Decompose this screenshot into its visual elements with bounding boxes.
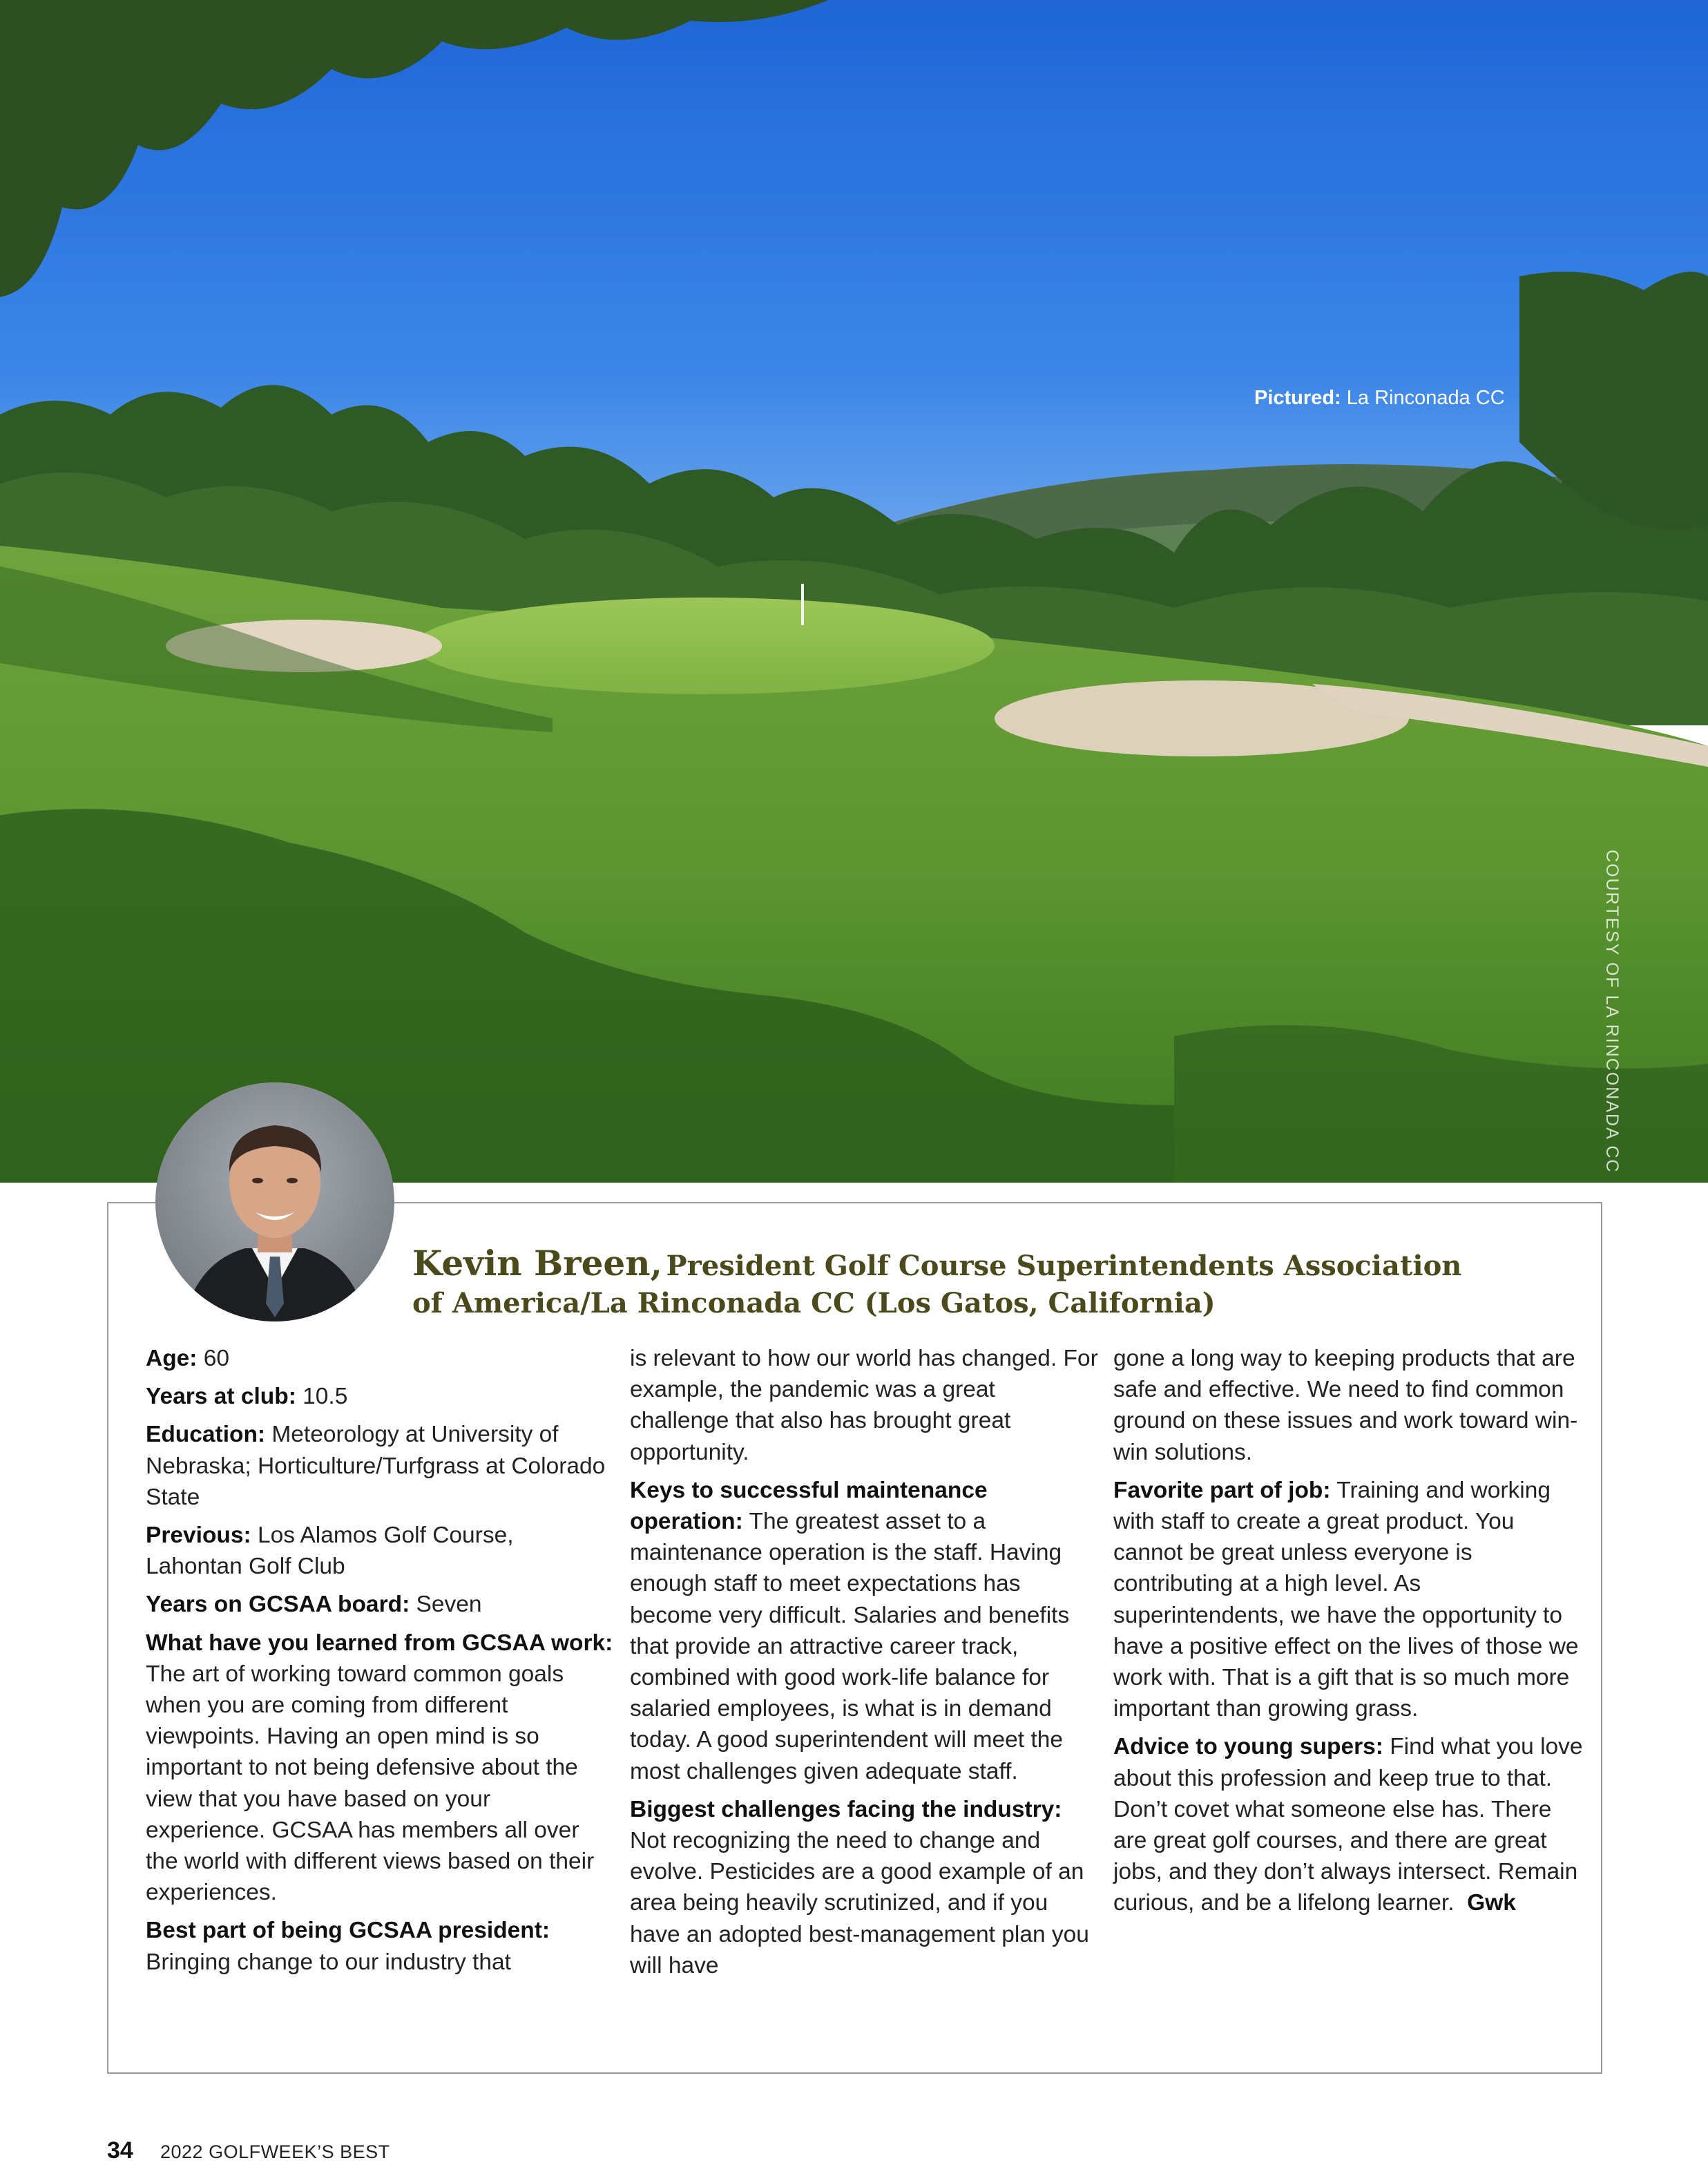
qa-years-at-club [146,1381,615,1412]
qa-text: 60 [203,1346,230,1371]
qa-label: Keys to successful maintenance operation: [630,1477,988,1535]
qa-text: Meteorology at University of Nebraska; Horticulture/Turfgrass at Colorado State [146,1422,606,1510]
qa-label: Previous: [146,1523,251,1549]
qa-text: Not recognizing the need to change and evolve. Pesticides are a good example of an area being heavily scrutinized, and if you have an adopted best-management plan you will have [630,1828,1089,1978]
qa-label: Age: [146,1346,198,1371]
photo-credit-text: COURTESY OF LA RINCONADA CC [1602,850,1622,1174]
qa-learned-from-gcsaa [146,1628,615,1909]
caption-label: Pictured: [1254,387,1341,409]
qa-age [146,1343,615,1374]
portrait-illustration [155,1082,394,1321]
qa-years-on-board [146,1589,615,1620]
qa-text: Seven [416,1592,482,1618]
qa-text: The greatest asset to a maintenance operation is the staff. Having enough staff to meet expectations has become very difficult. Salaries and benefits that provide an attractive career track, combined with good work-life balance for salaried employees, is what is in demand today. A good superintendent will meet the most challenges given adequate staff. [630,1509,1070,1784]
qa-label: Education: [146,1422,266,1448]
caption-value: La Rinconada CC [1346,387,1505,409]
qa-label: Years at club: [146,1384,296,1410]
qa-text: Bringing change to our industry that [146,1949,511,1975]
publication-name: 2022 GOLFWEEK’S BEST [160,2141,390,2162]
page-number: 34 [107,2137,133,2164]
qa-text: The art of working toward common goals when you are coming from different viewpoints. Having an open mind is so important to not being defensive about the view that you have based on your experience. GCSAA has members all over the world with different views based on their experiences. [146,1661,595,1906]
photo-caption [1254,387,1505,410]
qa-text: Training and working with staff to create a great product. You cannot be great unless everyone is contributing at a high level. As superintendents, we have the opportunity to have a positive effect on the lives of those we work with. That is a gift that is so much more important than growing grass. [1113,1477,1579,1722]
qa-label: Biggest challenges facing the industry: [630,1796,1062,1822]
text-column-2 [630,1343,1100,1988]
qa-biggest-challenges [630,1794,1100,1981]
qa-label: What have you learned from GCSAA work: [146,1630,613,1656]
qa-continued [1113,1343,1583,1468]
text-column-3 [1113,1343,1583,1926]
qa-text: gone a long way to keeping products that are safe and effective. We need to find common ground on these issues and work toward win-win solutions. [1113,1346,1578,1465]
qa-label: Best part of being GCSAA president: [146,1918,550,1944]
qa-text: 10.5 [303,1384,348,1410]
qa-label: Years on GCSAA board: [146,1592,410,1618]
qa-label: Favorite part of job: [1113,1477,1331,1503]
qa-advice [1113,1731,1583,1918]
portrait-photo [155,1082,394,1321]
profile-heading [412,1243,1490,1325]
profile-title: President Golf Course Superintendents Association of America/La Rinconada CC (Los Gatos, California) [412,1250,1462,1319]
qa-continued [630,1343,1100,1468]
qa-favorite-part [1113,1475,1583,1725]
qa-education [146,1419,615,1513]
qa-text: Los Alamos Golf Course, Lahontan Golf Club [146,1523,514,1580]
qa-text: Find what you love about this profession and keep true to that. Don’t covet what someone else has. There are great golf courses, and there are great jobs, and they don’t always intersect. Remain curious, and be a lifelong learner. [1113,1734,1583,1916]
qa-text: is relevant to how our world has changed. For example, the pandemic was a great challenge that also has brought great opportunity. [630,1346,1098,1465]
qa-previous [146,1520,615,1582]
text-column-1 [146,1343,615,1985]
photo-credit [1583,850,1652,1174]
end-mark: Gwk [1467,1890,1516,1916]
qa-best-part-president [146,1915,615,1977]
qa-label: Advice to young supers: [1113,1734,1383,1760]
profile-name: Kevin Breen, [412,1243,662,1283]
qa-keys-to-success [630,1475,1100,1787]
